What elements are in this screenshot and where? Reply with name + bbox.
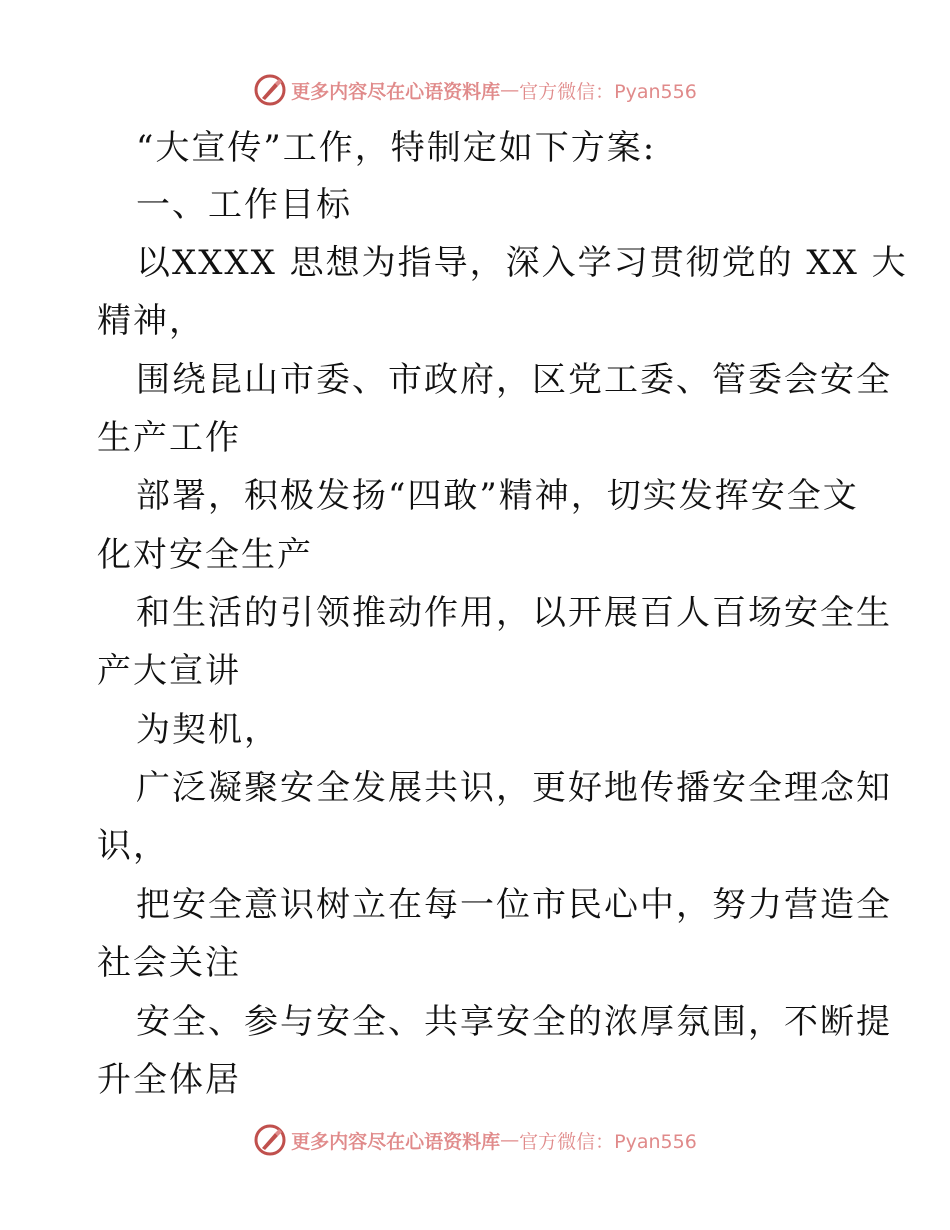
pen-logo-icon bbox=[253, 73, 287, 107]
watermark-text: 更多内容尽在心语资料库 bbox=[291, 80, 501, 103]
watermark-separator: — bbox=[500, 1129, 520, 1151]
doc-line: 化对安全生产 bbox=[97, 535, 313, 575]
doc-line: 产大宣讲 bbox=[97, 651, 241, 691]
doc-line: 广泛凝聚安全发展共识，更好地传播安全理念知 bbox=[136, 768, 892, 808]
doc-line: 部署，积极发扬“四敢”精神，切实发挥安全文 bbox=[136, 476, 859, 516]
doc-line: 围绕昆山市委、市政府，区党工委、管委会安全 bbox=[136, 360, 892, 400]
pen-logo-icon bbox=[253, 1123, 287, 1157]
doc-line: 社会关注 bbox=[97, 943, 241, 983]
watermark-contact: 官方微信：Pyan556 bbox=[519, 80, 697, 103]
doc-line: 和生活的引领推动作用，以开展百人百场安全生 bbox=[136, 593, 892, 633]
doc-line: 精神， bbox=[97, 301, 205, 341]
watermark-footer bbox=[0, 1120, 950, 1160]
doc-line: 以XXXX 思想为指导，深入学习贯彻党的 XX 大 bbox=[136, 243, 908, 283]
doc-line: 识， bbox=[97, 826, 169, 866]
doc-line: 生产工作 bbox=[97, 418, 241, 458]
doc-line: 把安全意识树立在每一位市民心中，努力营造全 bbox=[136, 885, 892, 925]
watermark-text: 更多内容尽在心语资料库 bbox=[291, 1130, 501, 1153]
watermark-separator: — bbox=[500, 79, 520, 101]
doc-line: 升全体居 bbox=[97, 1060, 241, 1100]
watermark-header bbox=[0, 70, 950, 110]
doc-line: 安全、参与安全、共享安全的浓厚氛围，不断提 bbox=[136, 1002, 892, 1042]
doc-line: 为契机， bbox=[136, 710, 280, 750]
section-heading: 一、工作目标 bbox=[136, 185, 352, 225]
watermark-contact: 官方微信：Pyan556 bbox=[519, 1130, 697, 1153]
doc-line: “大宣传”工作，特制定如下方案: bbox=[136, 128, 657, 168]
